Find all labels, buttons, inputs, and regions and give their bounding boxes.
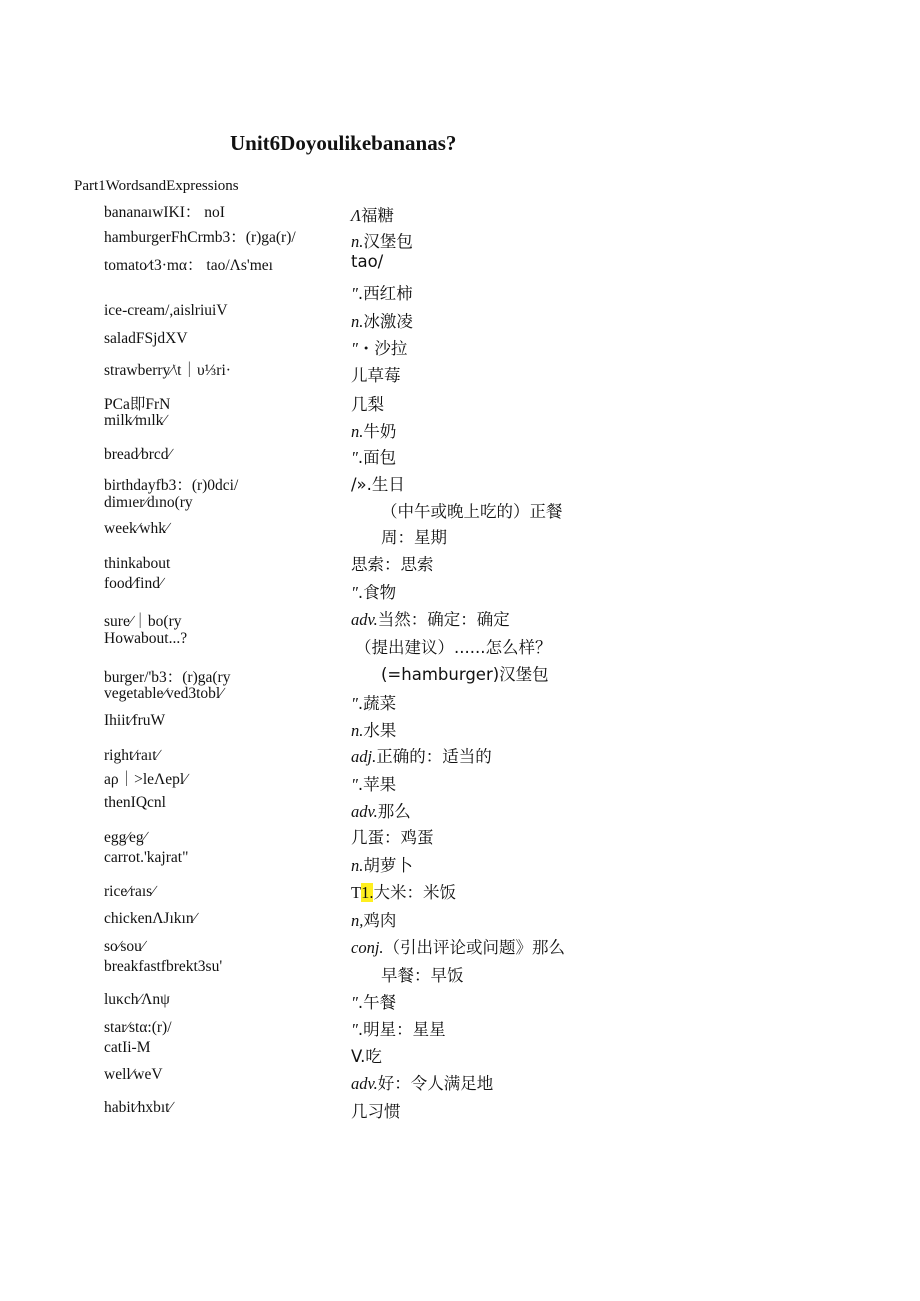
part-of-speech: n. xyxy=(351,422,364,441)
word-entry: ice-cream/,aislriuiV xyxy=(104,302,228,319)
part-of-speech: ″ xyxy=(351,775,358,794)
meaning-entry xyxy=(351,879,456,903)
word-entry: food∕find∕ xyxy=(104,575,163,592)
word-entry: tomato∕t3·mα： tao/Λs'meı xyxy=(104,257,273,274)
meaning-entry xyxy=(351,551,434,575)
word-entry: chickenΛJıkın∕ xyxy=(104,910,197,927)
meaning-entry xyxy=(381,524,447,548)
word-entry: aρ｜>leΛepl∕ xyxy=(104,771,187,788)
word-entry: milk∕mılk∕ xyxy=(104,412,167,429)
meaning-text: （中午或晚上吃的）正餐 xyxy=(381,502,563,521)
meaning-text: 那么 xyxy=(377,802,411,821)
part-of-speech: n. xyxy=(351,312,364,331)
meaning-entry xyxy=(351,1016,446,1040)
meaning-text: 早餐：早饭 xyxy=(381,966,464,985)
word-entry: PCa即FrN xyxy=(104,396,171,413)
meaning-entry xyxy=(351,471,405,495)
meaning-text: 好：令人满足地 xyxy=(377,1074,494,1093)
word-entry: hamburgerFhCrmb3：(r)ga(r)/ xyxy=(104,229,296,246)
meaning-text: 大米：米饭 xyxy=(373,883,456,902)
meaning-entry xyxy=(351,798,411,822)
meaning-entry xyxy=(381,962,464,986)
meaning-text: 几习惯 xyxy=(351,1102,401,1121)
part-of-speech: ″ xyxy=(351,448,358,467)
meaning-entry xyxy=(351,771,396,795)
meaning-text: .明星：星星 xyxy=(357,1020,446,1039)
meaning-text: V.吃 xyxy=(351,1047,382,1066)
part-of-speech: adv. xyxy=(351,802,378,821)
meaning-text: 汉堡包 xyxy=(363,232,413,251)
meaning-entry xyxy=(351,934,565,958)
meaning-entry xyxy=(381,661,549,685)
page-title: Unit6Doyoulikebananas? xyxy=(230,131,457,155)
meaning-entry xyxy=(351,202,394,226)
meaning-entry xyxy=(351,824,434,848)
part-of-speech: ″ xyxy=(351,694,358,713)
word-entry: well∕weV xyxy=(104,1066,163,1083)
part-of-speech: ″ xyxy=(351,284,358,303)
part-of-speech: conj. xyxy=(351,938,384,957)
meaning-entry xyxy=(351,1070,493,1094)
meaning-entry xyxy=(351,579,396,603)
meaning-text: 牛奶 xyxy=(363,422,397,441)
section-heading: Part1WordsandExpressions xyxy=(74,178,239,194)
word-entry: burger/'b3：(r)ga(ry xyxy=(104,669,231,686)
meaning-entry xyxy=(351,1098,401,1122)
meaning-entry xyxy=(351,280,413,304)
part-of-speech: ″ xyxy=(351,993,358,1012)
pos-prefix: T xyxy=(351,883,362,902)
word-entry: Howabout...? xyxy=(104,630,188,647)
word-entry: vegetable∕ved3tobl∕ xyxy=(104,685,223,702)
meaning-entry xyxy=(351,717,396,741)
meaning-entry xyxy=(351,1043,382,1067)
meaning-text: /».生日 xyxy=(351,475,405,494)
word-entry: right∕raıt∕ xyxy=(104,747,160,764)
word-entry: Ihiit∕fruW xyxy=(104,712,166,729)
word-entry: dimıer∕dıno(ry xyxy=(104,494,193,511)
meaning-text: 胡萝卜 xyxy=(363,856,413,875)
meaning-text: 正确的：适当的 xyxy=(376,747,492,766)
meaning-text: .面包 xyxy=(357,448,397,467)
meaning-entry xyxy=(351,391,384,415)
meaning-text: tao/ xyxy=(351,252,384,271)
meaning-text: 儿草莓 xyxy=(351,366,401,385)
meaning-text: 周：星期 xyxy=(381,528,447,547)
meaning-entry xyxy=(351,252,383,271)
part-of-speech: adv. xyxy=(351,1074,378,1093)
meaning-text: 当然：确定：确定 xyxy=(377,610,510,629)
meaning-text: ・沙拉 xyxy=(357,339,408,358)
meaning-text: 思索：思索 xyxy=(351,555,434,574)
word-entry: sure∕｜bo(ry xyxy=(104,613,182,630)
word-entry: strawberry∕\t｜υ⅓ri· xyxy=(104,362,231,379)
meaning-text: 几梨 xyxy=(351,395,384,414)
part-of-speech: n. xyxy=(351,856,364,875)
part-of-speech: n. xyxy=(351,721,364,740)
meaning-entry xyxy=(351,228,413,252)
meaning-text: 几蛋：鸡蛋 xyxy=(351,828,434,847)
word-entry: bananaıwIKI： noI xyxy=(104,204,225,221)
meaning-text: 水果 xyxy=(363,721,397,740)
word-entry: habit∕hxbıt∕ xyxy=(104,1099,173,1116)
meaning-text: .西红柿 xyxy=(357,284,413,303)
meaning-text: 冰激凌 xyxy=(363,312,413,331)
meaning-text: .苹果 xyxy=(357,775,397,794)
meaning-entry xyxy=(351,690,396,714)
meaning-text: 鸡肉 xyxy=(363,911,397,930)
word-entry: thinkabout xyxy=(104,555,171,572)
meaning-entry xyxy=(355,634,551,658)
meaning-entry xyxy=(351,308,413,332)
part-of-speech: ″ xyxy=(351,583,358,602)
meaning-entry xyxy=(351,852,413,876)
meaning-entry xyxy=(351,362,401,386)
word-entry: breakfastfbrekt3su' xyxy=(104,958,223,975)
word-entry: star∕stα:(r)/ xyxy=(104,1019,172,1036)
meaning-entry xyxy=(351,743,492,767)
meaning-text: 福糖 xyxy=(360,206,394,225)
word-entry: carrot.'kajrat" xyxy=(104,849,189,866)
part-of-speech: n. xyxy=(351,232,364,251)
word-entry: so∕sou∕ xyxy=(104,938,145,955)
meaning-text: .午餐 xyxy=(357,993,397,1012)
meaning-text: （引出评论或问题》那么 xyxy=(383,938,566,957)
meaning-entry xyxy=(351,335,407,359)
meaning-text: .食物 xyxy=(357,583,397,602)
part-of-speech: ″ xyxy=(351,339,358,358)
meaning-text: (=hamburger)汉堡包 xyxy=(381,665,549,684)
word-entry: rice∕raıs∕ xyxy=(104,883,155,900)
meaning-entry xyxy=(351,907,396,931)
word-entry: thenIQcnl xyxy=(104,794,166,811)
part-of-speech: adv. xyxy=(351,610,378,629)
highlight-mark: 1. xyxy=(361,883,374,902)
meaning-entry xyxy=(351,418,396,442)
part-of-speech: n, xyxy=(351,911,364,930)
word-entry: egg∕eg∕ xyxy=(104,829,147,846)
part-of-speech: adj. xyxy=(351,747,377,766)
word-entry: catIi-M xyxy=(104,1039,151,1056)
meaning-text: （提出建议）......怎么样？ xyxy=(355,638,552,657)
meaning-entry xyxy=(351,606,510,630)
part-of-speech: ″ xyxy=(351,1020,358,1039)
word-entry: birthdayfb3：(r)0dci/ xyxy=(104,477,239,494)
meaning-entry xyxy=(351,989,396,1013)
meaning-entry xyxy=(381,498,563,522)
word-entry: week∕whk∕ xyxy=(104,520,169,537)
part-of-speech: Λ xyxy=(351,206,361,225)
word-entry: bread∕brcd∕ xyxy=(104,446,172,463)
meaning-text: .蔬菜 xyxy=(357,694,397,713)
meaning-entry xyxy=(351,444,396,468)
word-entry: saladFSjdXV xyxy=(104,330,188,347)
word-entry: luκch∕Λnψ xyxy=(104,991,170,1008)
